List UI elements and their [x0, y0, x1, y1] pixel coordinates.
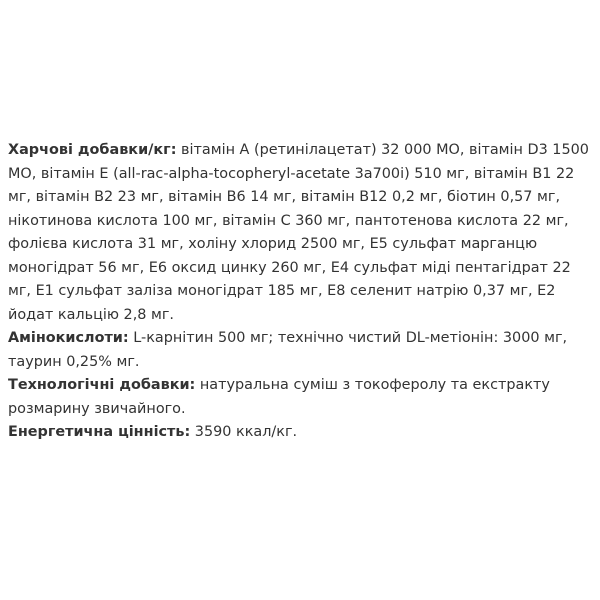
food-additives-text: вітамін А (ретинілацетат) 32 000 МО, вітамін D3 1500 МО, вітамін Е (all-rac-alpha-tocopheryl-acetate 3a700i) 510 мг, вітамін В1 22 мг, вітамін В2 23 мг, вітамін В6 14 мг, вітамін В12 0,2 мг, біотин 0,57 мг, нікотинова кислота 100 мг, вітамін С 360 мг, пантотенова кислота 22 мг, фолієва кислота 31 мг, холіну хлорид 2500 мг, Е5 сульфат марганцю моногідрат 56 мг, Е6 оксид цинку 260 мг, Е4 сульфат міді пентагідрат 22 мг, Е1 сульфат заліза моногідрат 185 мг, Е8 селенит натрію 0,37 мг, Е2 йодат кальцію 2,8 мг. — [8, 142, 589, 323]
energy-value-paragraph — [8, 421, 593, 445]
technological-additives-label: Технологічні добавки: — [8, 377, 196, 393]
amino-acids-text: L-карнітин 500 мг; технічно чистий DL-метіонін: 3000 мг, таурин 0,25% мг. — [8, 330, 568, 370]
amino-acids-label: Амінокислоти: — [8, 330, 129, 346]
technological-additives-text: натуральна суміш з токоферолу та екстракту розмарину звичайного. — [8, 377, 550, 417]
product-composition — [8, 139, 593, 445]
energy-value-label: Енергетична цінність: — [8, 424, 191, 440]
food-additives-label: Харчові добавки/кг: — [8, 142, 177, 158]
technological-additives-paragraph — [8, 374, 593, 421]
energy-value-text: 3590 ккал/кг. — [190, 424, 298, 440]
amino-acids-paragraph — [8, 327, 593, 374]
food-additives-paragraph — [8, 139, 593, 327]
